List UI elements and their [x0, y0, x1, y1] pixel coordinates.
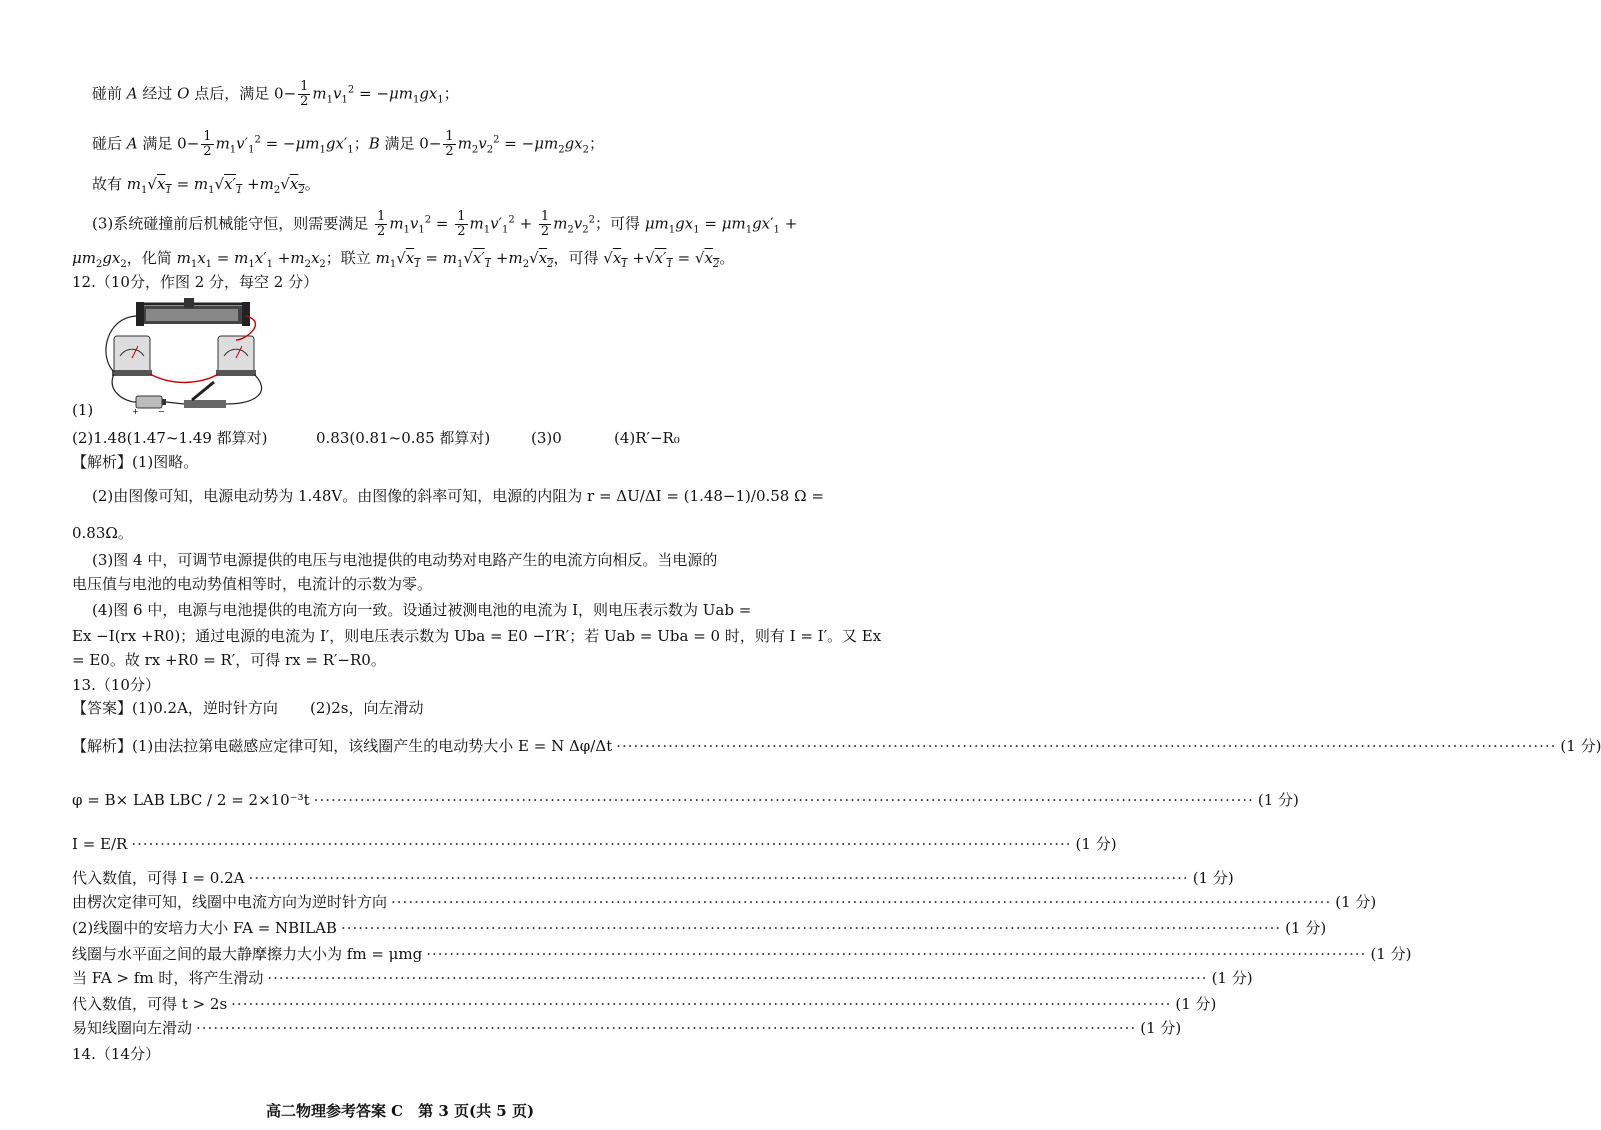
solution-row: (2)线圈中的安培力大小 FA = NBILAB ····· (1 分): [72, 918, 770, 938]
score: (1 分): [1192, 869, 1234, 887]
ammeter: [216, 336, 256, 376]
derivation-line-5: $\mu m_2gx_2$，化简 $m_1x_1 = m_1x'_1 +m_2x_2$；联立 $m_1√x_1 = m_1√x'_1 +m_2√x_2$，可得 $√x_1 +√x'_1 = √x_2$。: [72, 249, 735, 270]
voltmeter: [112, 336, 152, 376]
answer-12-2b: 0.83(0.81~0.85 都算对): [316, 429, 491, 447]
analysis-12-4-end: = E0。故 rx +R0 = R′，可得 rx = R′−R0。: [72, 651, 386, 669]
derivation-line-3: 故有 $m_1√x_1 = m_1√x'_1 +m_2√x_2$。: [92, 175, 320, 196]
derivation-line-4: (3)系统碰撞前后机械能守恒，则需要满足 $\frac{1}{2}$ $m_1v_1^2$ = $\frac{1}{2}$ $m_1v'_1^2$ + $\frac{1}{2}$ $m_2v_2^2$；可得 $\mu m_1gx_1 = \mu m_1gx'_1$ +: [92, 209, 798, 239]
question-13-header: 13.（10分）: [72, 676, 160, 694]
solution-row: φ = B× LAB LBC / 2 = 2×10⁻³t ····· (1 分): [72, 790, 770, 810]
solution-row: 【解析】(1)由法拉第电磁感应定律可知，该线圈产生的电动势大小 E = N Δφ/Δt ····· (1 分): [72, 736, 770, 756]
question-12-header: 12.（10分，作图 2 分，每空 2 分）: [72, 273, 319, 291]
analysis-12-3-cont: 电压值与电池的电动势值相等时，电流计的示数为零。: [72, 575, 433, 593]
solution-row: 由楞次定律可知，线圈中电流方向为逆时针方向 ····· (1 分): [72, 892, 770, 912]
analysis-12-2: (2)由图像可知，电源电动势为 1.48V。由图像的斜率可知，电源的内阻为 r = ΔU/ΔI = (1.48−1)/0.58 Ω =: [92, 487, 824, 505]
answer-12-3: (3)0: [531, 429, 562, 447]
svg-text:−: −: [158, 407, 165, 416]
rheostat: [136, 298, 250, 326]
answer-13-part2: (2)2s，向左滑动: [310, 699, 424, 717]
analysis-12-4: (4)图 6 中，电源与电池提供的电流方向一致。设通过被测电池的电流为 I，则电压表示数为 Uab =: [92, 601, 752, 619]
score: (1 分): [1335, 893, 1377, 911]
solution-row: 线圈与水平面之间的最大静摩擦力大小为 fm = μmg ····· (1 分): [72, 944, 770, 964]
score: (1 分): [1075, 835, 1117, 853]
solution-row: 易知线圈向左滑动 ····· (1 分): [72, 1018, 770, 1038]
circuit-diagram: [96, 296, 286, 416]
analysis-12-4-cont: Ex −I(rx +R0)；通过电源的电流为 I′，则电压表示数为 Uba = E0 −I′R′；若 Uab = Uba = 0 时，则有 I = I′。又 Ex: [72, 627, 882, 645]
score: (1 分): [1560, 737, 1601, 755]
score: (1 分): [1257, 791, 1299, 809]
solution-row: 代入数值，可得 I = 0.2A ····· (1 分): [72, 868, 770, 888]
battery-icon: [132, 396, 166, 416]
solution-row: 当 FA > fm 时，将产生滑动 ····· (1 分): [72, 968, 770, 988]
figure-label: (1): [72, 401, 94, 419]
score: (1 分): [1370, 945, 1412, 963]
score: (1 分): [1211, 969, 1253, 987]
score: (1 分): [1175, 995, 1217, 1013]
analysis-12-1: 【解析】(1)图略。: [72, 453, 199, 471]
switch-icon: [184, 382, 226, 408]
question-14-header: 14.（14分）: [72, 1045, 160, 1063]
score: (1 分): [1285, 919, 1327, 937]
analysis-12-2-cont: 0.83Ω。: [72, 524, 133, 542]
derivation-line-1: 碰前 A 经过 O 点后，满足 0− $\frac{1}{2}$ $m_1v_1^2 = -\mu m_1gx_1$；: [92, 79, 459, 109]
page-footer: 高二物理参考答案 C 第 3 页(共 5 页): [265, 1102, 535, 1120]
answer-13-part1: 【答案】(1)0.2A，逆时针方向: [72, 699, 278, 717]
svg-text:+: +: [132, 407, 139, 416]
answer-12-4: (4)R′−R₀: [614, 429, 680, 447]
score: (1 分): [1140, 1019, 1182, 1037]
derivation-line-2: 碰后 A 满足 0− $\frac{1}{2}$ $m_1v'_1^2 = -\mu m_1gx'_1$；B 满足 0− $\frac{1}{2}$ $m_2v_2^2 = -\mu m_2gx_2$；: [92, 129, 605, 159]
solution-row: 代入数值，可得 t > 2s ····· (1 分): [72, 994, 770, 1014]
answer-12-2a: (2)1.48(1.47~1.49 都算对): [72, 429, 268, 447]
solution-row: I = E/R ····· (1 分): [72, 834, 770, 854]
analysis-12-3: (3)图 4 中，可调节电源提供的电压与电池提供的电动势对电路产生的电流方向相反。当电源的: [92, 551, 718, 569]
